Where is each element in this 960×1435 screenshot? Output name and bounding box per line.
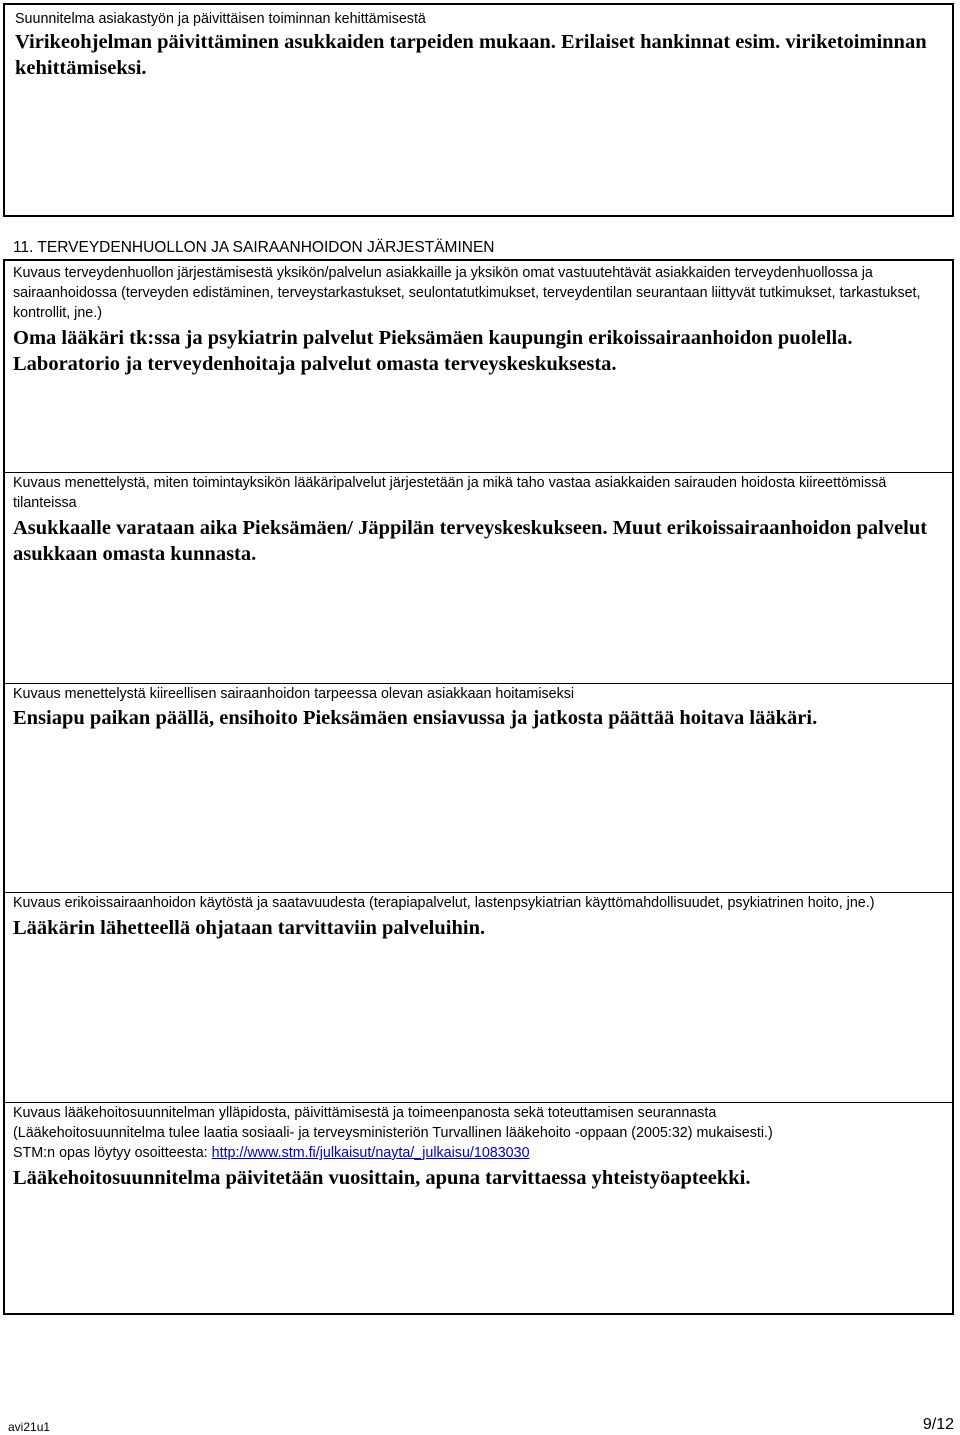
plan-box (3, 3, 954, 217)
question-urgent-care: Kuvaus menettelystä kiireellisen sairaanhoidon tarpeessa olevan asiakkaan hoitamiseksi (13, 686, 575, 702)
question-doctor-services: Kuvaus menettelystä, miten toimintayksikön lääkäripalvelut järjestetään ja mikä taho vastaa asiakkaiden sairauden hoidosta kiireettömissä tilanteissa (13, 475, 887, 511)
stm-guide-link[interactable]: http://www.stm.fi/julkaisut/nayta/_julkaisu/1083030 (211, 1145, 530, 1161)
answer-medication-plan: Lääkehoitosuunnitelma päivitetään vuosittain, apuna tarvittaessa yhteistyöapteekki. (13, 1167, 751, 1189)
plan-label: Suunnitelma asiakastyön ja päivittäisen toiminnan kehittämisestä (15, 11, 426, 27)
document-code: avi21u1 (8, 1420, 51, 1434)
page-number: 9/12 (922, 1416, 954, 1433)
answer-health-care-arrangement: Oma lääkäri tk:ssa ja psykiatrin palvelut Pieksämäen kaupungin erikoissairaanhoidon puolella. Laboratorio ja terveydenhoitaja palvelut omasta terveyskeskuksesta. (13, 327, 853, 375)
question-health-care-arrangement: Kuvaus terveydenhuollon järjestämisestä yksikön/palvelun asiakkaille ja yksikön omat vastuutehtävät asiakkaiden terveydenhuollossa ja sairaanhoidossa (terveyden edistäminen, terveystarkastukset, seulontatutkimukset, terveydentilan seurantaan liittyvät tutkimukset, tarkastukset, kontrollit, jne.) (13, 265, 921, 321)
question-medication-plan-2: (Lääkehoitosuunnitelma tulee laatia sosiaali- ja terveysministeriön Turvallinen lääkehoito -oppaan (2005:32) mukaisesti.) (13, 1125, 773, 1141)
medication-plan (3, 1103, 954, 1313)
stm-guide-label: STM:n opas löytyy osoitteesta: (13, 1145, 212, 1161)
specialist-care (3, 893, 954, 1101)
plan-answer: Virikeohjelman päivittäminen asukkaiden tarpeiden mukaan. Erilaiset hankinnat esim. viriketoiminnan kehittämiseksi. (15, 31, 927, 79)
answer-specialist-care: Lääkärin lähetteellä ohjataan tarvittaviin palveluihin. (13, 917, 486, 939)
question-medication-plan-3 (13, 1143, 944, 1163)
section-heading: 11. TERVEYDENHUOLLON JA SAIRAANHOIDON JÄRJESTÄMINEN (13, 239, 495, 256)
answer-urgent-care: Ensiapu paikan päällä, ensihoito Pieksämäen ensiavussa ja jatkosta päättää hoitava lääkäri. (13, 707, 818, 729)
urgent-care (3, 684, 954, 892)
answer-doctor-services: Asukkaalle varataan aika Pieksämäen/ Jäppilän terveyskeskukseen. Muut erikoissairaanhoidon palvelut asukkaan omasta kunnasta. (13, 517, 928, 565)
question-specialist-care: Kuvaus erikoissairaanhoidon käytöstä ja saatavuudesta (terapiapalvelut, lastenpsykiatrian käyttömahdollisuudet, psykiatrinen hoito, jne.) (13, 895, 875, 911)
doctor-services (3, 473, 954, 683)
health-care-arrangement (3, 261, 954, 471)
question-medication-plan-1: Kuvaus lääkehoitosuunnitelman ylläpidosta, päivittämisestä ja toimeenpanosta sekä toteuttamisen seurannasta (13, 1105, 717, 1121)
